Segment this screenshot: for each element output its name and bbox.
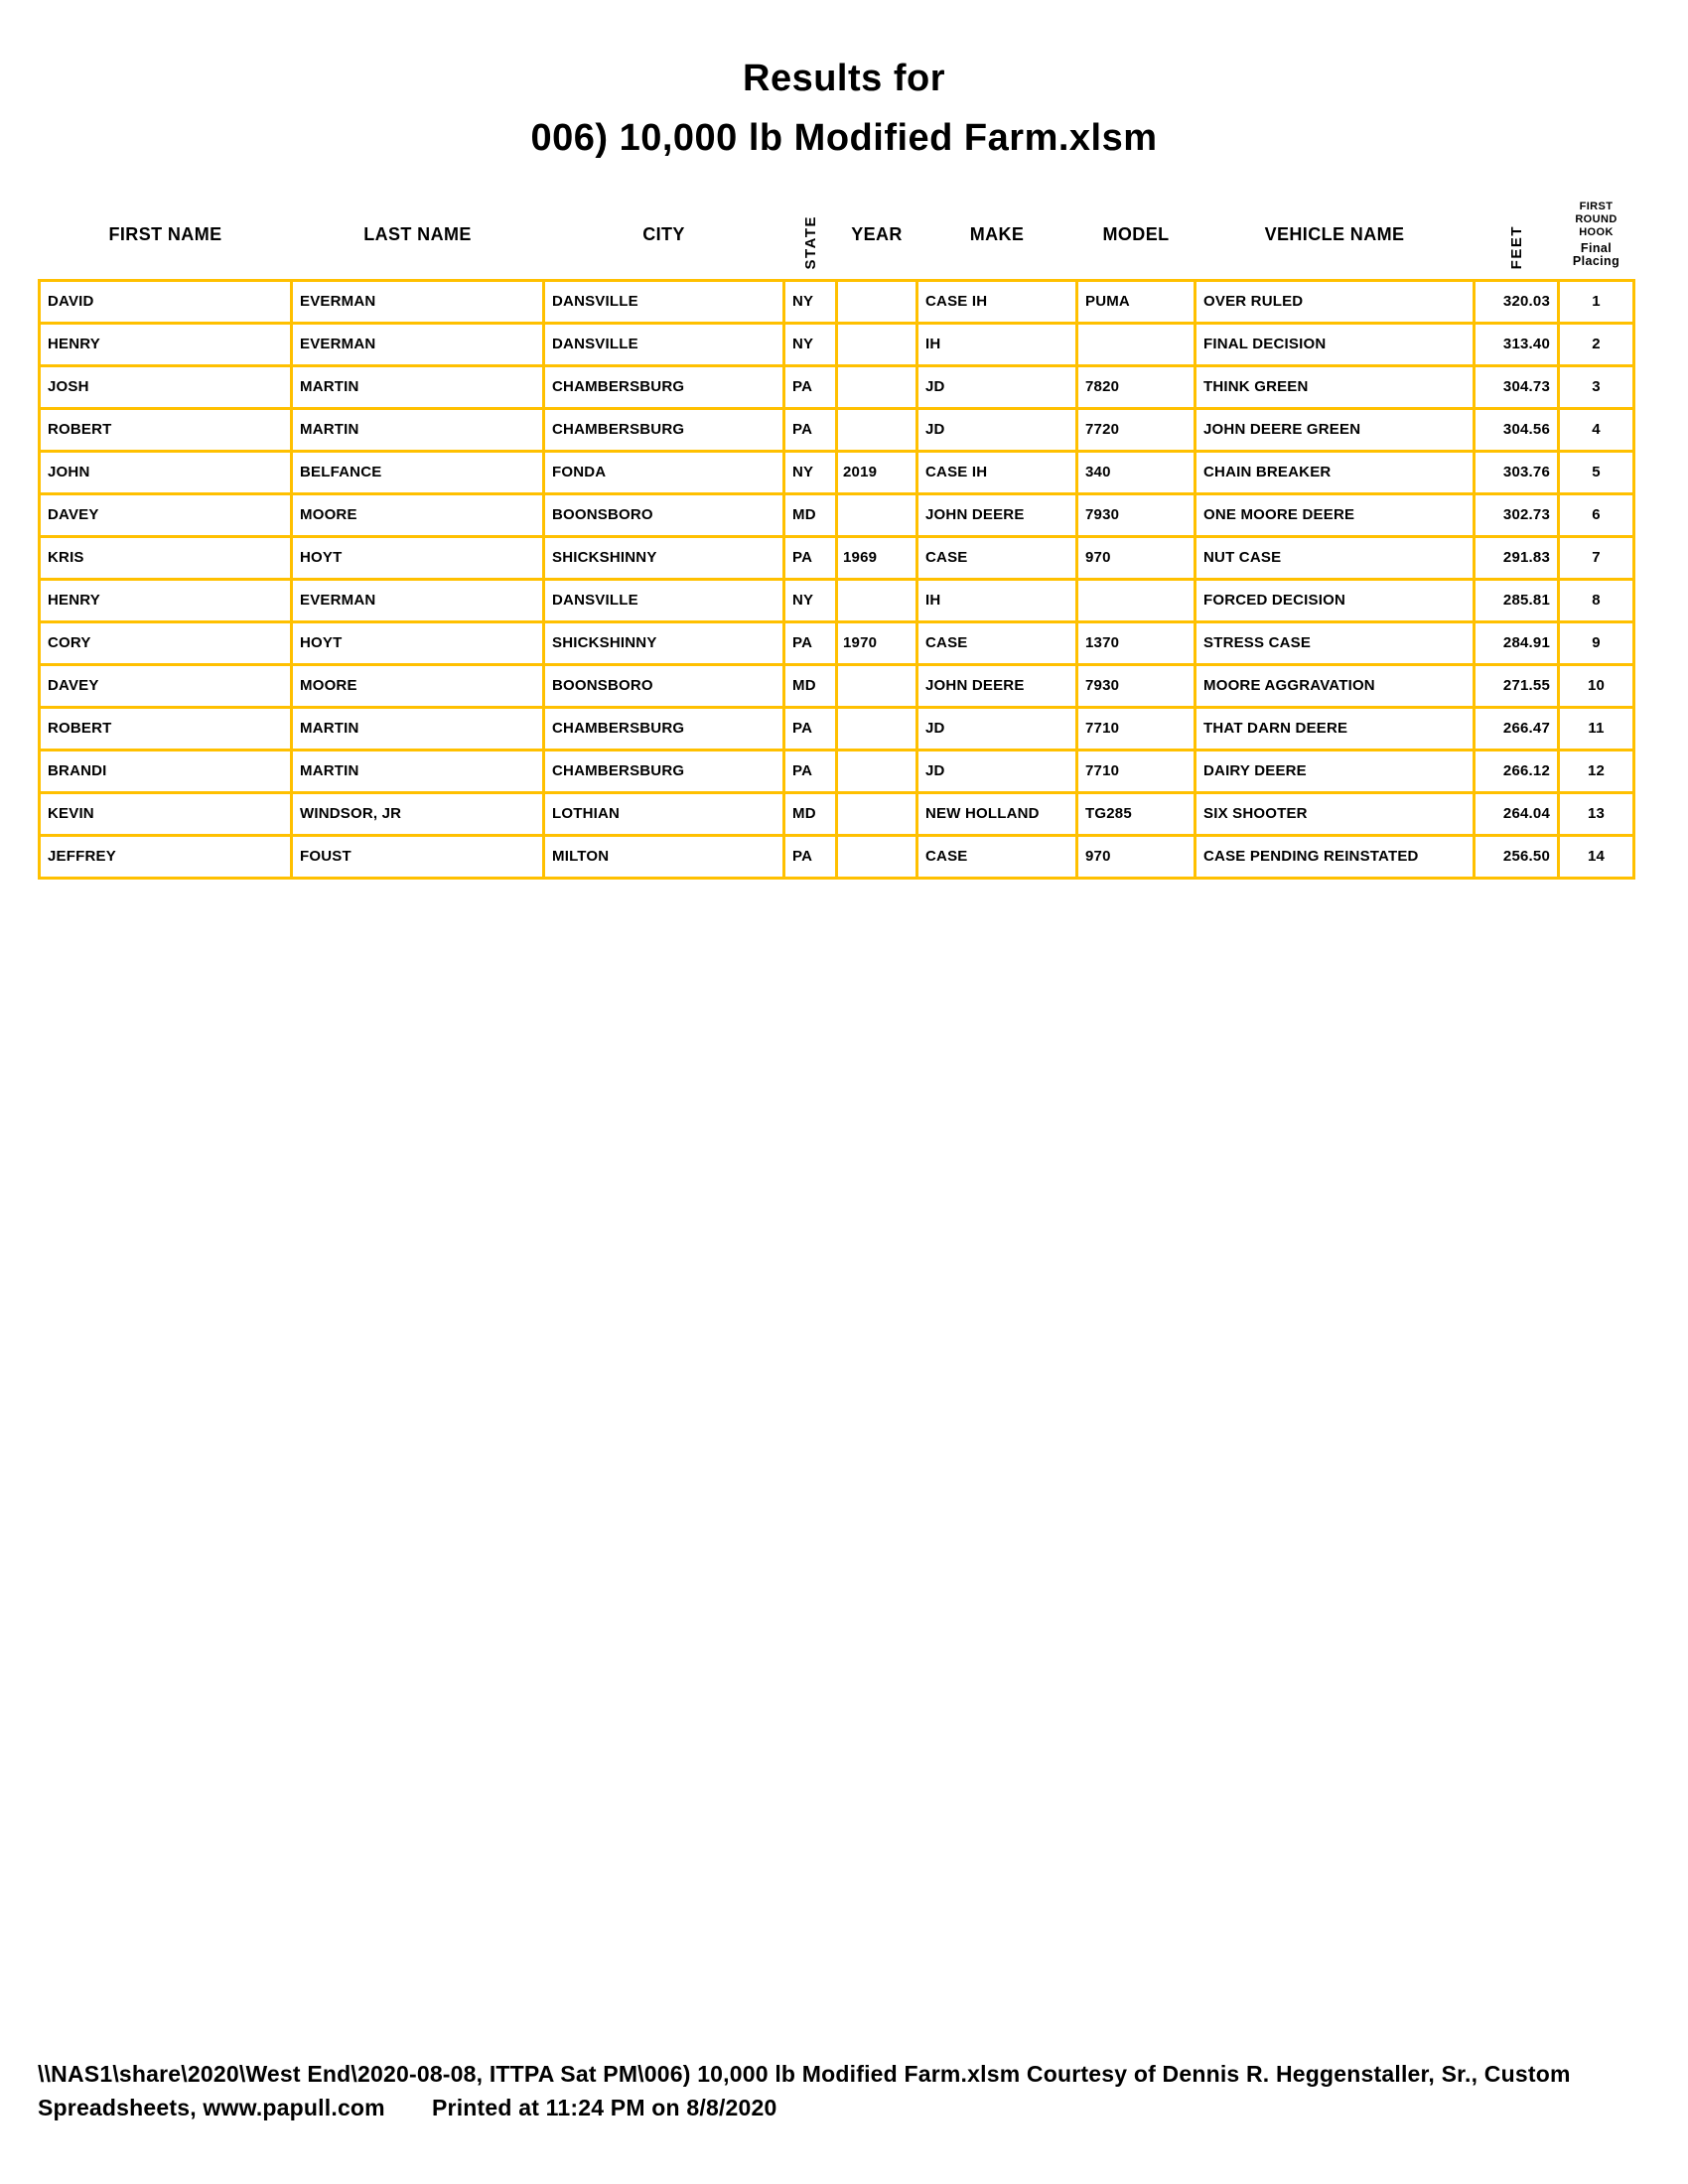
header-model: MODEL <box>1102 223 1170 244</box>
cell-last: WINDSOR, JR <box>292 792 544 835</box>
cell-vehicle: CHAIN BREAKER <box>1196 451 1475 493</box>
cell-city: DANSVILLE <box>544 579 784 621</box>
cell-make: JD <box>917 408 1077 451</box>
table-row <box>40 451 1634 493</box>
cell-feet: 271.55 <box>1475 664 1559 707</box>
cell-state: NY <box>784 579 837 621</box>
cell-state: MD <box>784 664 837 707</box>
cell-model: PUMA <box>1077 280 1196 323</box>
cell-place: 5 <box>1559 451 1634 493</box>
cell-make: NEW HOLLAND <box>917 792 1077 835</box>
header-hook-line1: FIRST ROUND <box>1575 201 1618 226</box>
cell-make: CASE <box>917 536 1077 579</box>
cell-last: MARTIN <box>292 707 544 750</box>
cell-city: CHAMBERSBURG <box>544 750 784 792</box>
cell-place: 1 <box>1559 280 1634 323</box>
cell-state: PA <box>784 365 837 408</box>
cell-make: CASE <box>917 621 1077 664</box>
header-state <box>784 191 837 280</box>
cell-year <box>837 579 917 621</box>
cell-state: NY <box>784 451 837 493</box>
cell-make: IH <box>917 323 1077 365</box>
cell-model: TG285 <box>1077 792 1196 835</box>
cell-model: 340 <box>1077 451 1196 493</box>
cell-feet: 291.83 <box>1475 536 1559 579</box>
cell-first: ROBERT <box>40 408 292 451</box>
cell-vehicle: NUT CASE <box>1196 536 1475 579</box>
cell-model: 7710 <box>1077 707 1196 750</box>
cell-year <box>837 493 917 536</box>
cell-model: 7930 <box>1077 493 1196 536</box>
table-row <box>40 835 1634 878</box>
cell-state: PA <box>784 835 837 878</box>
cell-make: CASE IH <box>917 280 1077 323</box>
cell-model: 7710 <box>1077 750 1196 792</box>
cell-state: NY <box>784 280 837 323</box>
cell-vehicle: CASE PENDING REINSTATED <box>1196 835 1475 878</box>
cell-feet: 320.03 <box>1475 280 1559 323</box>
cell-last: HOYT <box>292 536 544 579</box>
cell-city: CHAMBERSBURG <box>544 365 784 408</box>
cell-state: PA <box>784 750 837 792</box>
cell-last: MARTIN <box>292 750 544 792</box>
cell-first: BRANDI <box>40 750 292 792</box>
cell-state: PA <box>784 536 837 579</box>
cell-feet: 266.12 <box>1475 750 1559 792</box>
cell-make: IH <box>917 579 1077 621</box>
header-last-name: LAST NAME <box>363 223 472 244</box>
table-row <box>40 792 1634 835</box>
cell-place: 4 <box>1559 408 1634 451</box>
cell-last: EVERMAN <box>292 323 544 365</box>
cell-feet: 266.47 <box>1475 707 1559 750</box>
table-row <box>40 750 1634 792</box>
cell-state: PA <box>784 621 837 664</box>
table-row <box>40 408 1634 451</box>
cell-year <box>837 323 917 365</box>
cell-city: CHAMBERSBURG <box>544 408 784 451</box>
cell-first: JEFFREY <box>40 835 292 878</box>
cell-first: HENRY <box>40 579 292 621</box>
results-table-body <box>40 280 1634 878</box>
cell-model: 7930 <box>1077 664 1196 707</box>
cell-last: HOYT <box>292 621 544 664</box>
table-row <box>40 280 1634 323</box>
cell-first: JOSH <box>40 365 292 408</box>
cell-place: 14 <box>1559 835 1634 878</box>
footer-printed-timestamp: Printed at 11:24 PM on 8/8/2020 <box>432 2095 777 2120</box>
cell-model: 970 <box>1077 536 1196 579</box>
cell-year <box>837 365 917 408</box>
header-feet <box>1475 191 1559 280</box>
cell-vehicle: SIX SHOOTER <box>1196 792 1475 835</box>
footer-file-path: \\NAS1\share\2020\West End\2020-08-08, ITTPA Sat PM\006) 10,000 lb Modified Farm.xlsm Courtesy of Dennis R. Heggenstaller, Sr., Custom <box>38 2061 1571 2087</box>
cell-model: 7720 <box>1077 408 1196 451</box>
cell-feet: 303.76 <box>1475 451 1559 493</box>
footer <box>38 2061 1646 2120</box>
cell-last: MARTIN <box>292 365 544 408</box>
cell-city: SHICKSHINNY <box>544 621 784 664</box>
cell-last: MARTIN <box>292 408 544 451</box>
header-make: MAKE <box>969 223 1025 244</box>
cell-city: LOTHIAN <box>544 792 784 835</box>
table-row <box>40 579 1634 621</box>
cell-year <box>837 408 917 451</box>
cell-feet: 285.81 <box>1475 579 1559 621</box>
cell-vehicle: OVER RULED <box>1196 280 1475 323</box>
cell-make: JOHN DEERE <box>917 493 1077 536</box>
cell-last: EVERMAN <box>292 579 544 621</box>
cell-first: JOHN <box>40 451 292 493</box>
cell-year <box>837 835 917 878</box>
cell-feet: 304.56 <box>1475 408 1559 451</box>
cell-feet: 313.40 <box>1475 323 1559 365</box>
cell-feet: 256.50 <box>1475 835 1559 878</box>
cell-last: MOORE <box>292 664 544 707</box>
cell-city: BOONSBORO <box>544 493 784 536</box>
cell-year <box>837 707 917 750</box>
cell-vehicle: DAIRY DEERE <box>1196 750 1475 792</box>
header-city: CITY <box>642 223 685 244</box>
cell-last: EVERMAN <box>292 280 544 323</box>
cell-place: 9 <box>1559 621 1634 664</box>
cell-city: DANSVILLE <box>544 280 784 323</box>
cell-year <box>837 750 917 792</box>
cell-city: MILTON <box>544 835 784 878</box>
cell-feet: 264.04 <box>1475 792 1559 835</box>
cell-year <box>837 664 917 707</box>
cell-model: 1370 <box>1077 621 1196 664</box>
cell-vehicle: THAT DARN DEERE <box>1196 707 1475 750</box>
report-title-line1: Results for <box>743 58 945 99</box>
cell-first: KEVIN <box>40 792 292 835</box>
cell-state: PA <box>784 707 837 750</box>
table-row <box>40 365 1634 408</box>
cell-place: 2 <box>1559 323 1634 365</box>
cell-first: DAVID <box>40 280 292 323</box>
cell-year <box>837 792 917 835</box>
cell-vehicle: FINAL DECISION <box>1196 323 1475 365</box>
cell-year: 1969 <box>837 536 917 579</box>
cell-make: JD <box>917 750 1077 792</box>
cell-make: JOHN DEERE <box>917 664 1077 707</box>
cell-place: 6 <box>1559 493 1634 536</box>
header-hook-line2: HOOK <box>1579 226 1614 239</box>
cell-place: 12 <box>1559 750 1634 792</box>
footer-company: Spreadsheets, www.papull.com <box>38 2095 385 2120</box>
cell-state: NY <box>784 323 837 365</box>
table-row <box>40 621 1634 664</box>
cell-first: DAVEY <box>40 493 292 536</box>
cell-city: DANSVILLE <box>544 323 784 365</box>
cell-feet: 304.73 <box>1475 365 1559 408</box>
cell-last: BELFANCE <box>292 451 544 493</box>
cell-place: 11 <box>1559 707 1634 750</box>
cell-city: FONDA <box>544 451 784 493</box>
cell-feet: 302.73 <box>1475 493 1559 536</box>
cell-state: MD <box>784 493 837 536</box>
header-first-round-hook <box>1559 191 1634 280</box>
cell-first: ROBERT <box>40 707 292 750</box>
cell-model: 970 <box>1077 835 1196 878</box>
cell-vehicle: FORCED DECISION <box>1196 579 1475 621</box>
cell-make: JD <box>917 707 1077 750</box>
results-table-header <box>40 191 1634 280</box>
header-final-placing: Final Placing <box>1572 241 1620 269</box>
cell-place: 3 <box>1559 365 1634 408</box>
table-row <box>40 707 1634 750</box>
cell-place: 10 <box>1559 664 1634 707</box>
cell-vehicle: MOORE AGGRAVATION <box>1196 664 1475 707</box>
cell-last: FOUST <box>292 835 544 878</box>
cell-city: CHAMBERSBURG <box>544 707 784 750</box>
header-feet-label: FEET <box>1507 225 1525 270</box>
cell-city: BOONSBORO <box>544 664 784 707</box>
report-title-line2: 006) 10,000 lb Modified Farm.xlsm <box>530 117 1158 159</box>
cell-first: KRIS <box>40 536 292 579</box>
cell-year: 1970 <box>837 621 917 664</box>
cell-vehicle: JOHN DEERE GREEN <box>1196 408 1475 451</box>
header-state-label: STATE <box>801 215 819 270</box>
cell-make: CASE IH <box>917 451 1077 493</box>
cell-year: 2019 <box>837 451 917 493</box>
cell-vehicle: THINK GREEN <box>1196 365 1475 408</box>
cell-place: 8 <box>1559 579 1634 621</box>
cell-first: DAVEY <box>40 664 292 707</box>
cell-vehicle: STRESS CASE <box>1196 621 1475 664</box>
cell-make: JD <box>917 365 1077 408</box>
table-row <box>40 493 1634 536</box>
cell-last: MOORE <box>292 493 544 536</box>
cell-place: 7 <box>1559 536 1634 579</box>
cell-make: CASE <box>917 835 1077 878</box>
cell-feet: 284.91 <box>1475 621 1559 664</box>
table-row <box>40 536 1634 579</box>
cell-state: MD <box>784 792 837 835</box>
table-row <box>40 664 1634 707</box>
table-row <box>40 323 1634 365</box>
cell-city: SHICKSHINNY <box>544 536 784 579</box>
cell-year <box>837 280 917 323</box>
cell-model <box>1077 323 1196 365</box>
header-year: YEAR <box>851 223 903 244</box>
cell-state: PA <box>784 408 837 451</box>
cell-model: 7820 <box>1077 365 1196 408</box>
cell-place: 13 <box>1559 792 1634 835</box>
cell-first: HENRY <box>40 323 292 365</box>
header-vehicle-name: VEHICLE NAME <box>1264 223 1405 244</box>
cell-first: CORY <box>40 621 292 664</box>
cell-model <box>1077 579 1196 621</box>
header-first-name: FIRST NAME <box>108 223 222 244</box>
results-table <box>38 191 1635 880</box>
cell-vehicle: ONE MOORE DEERE <box>1196 493 1475 536</box>
